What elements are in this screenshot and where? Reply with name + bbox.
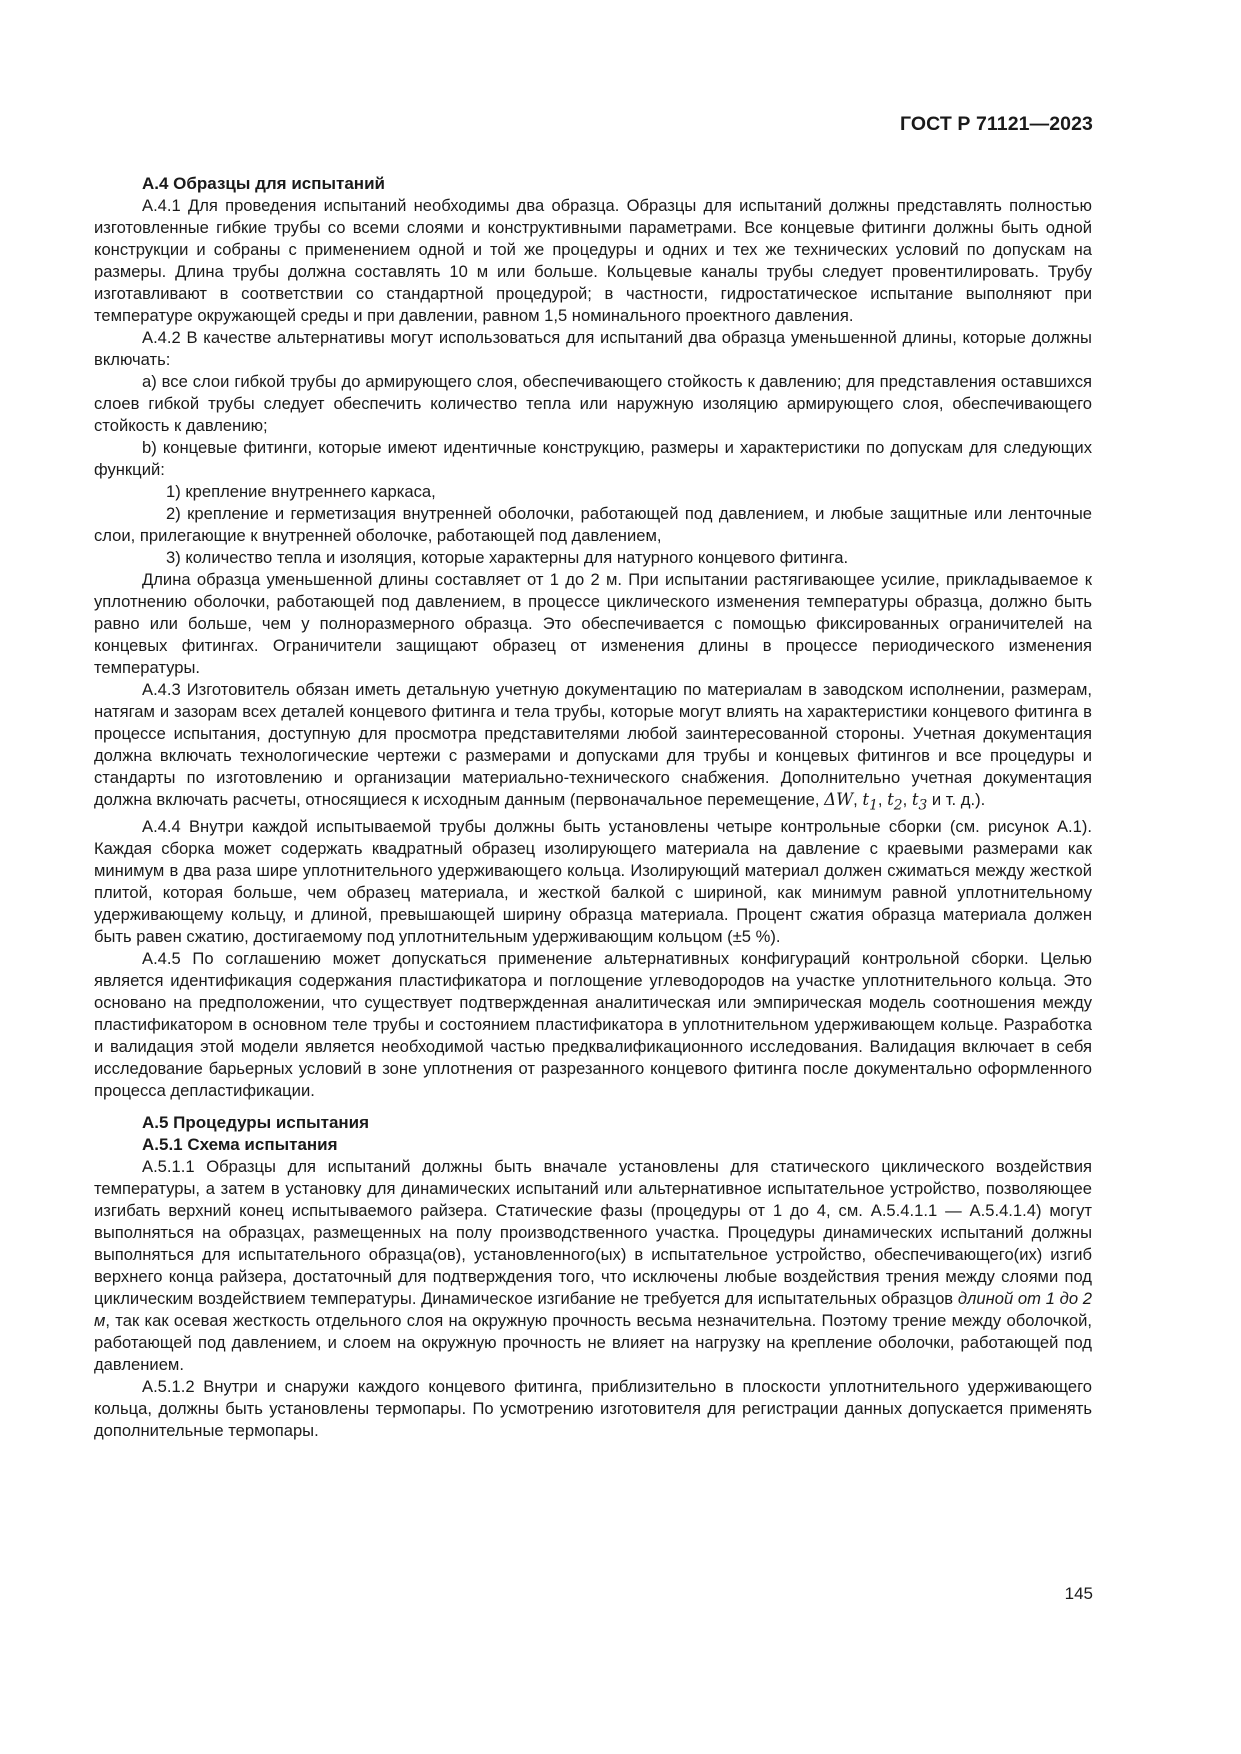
list-item-b: b) концевые фитинги, которые имеют идентичные конструкцию, размеры и характеристики по допускам для следующих функций:: [94, 438, 1092, 479]
section-a4-heading: А.4 Образцы для испытаний: [142, 174, 385, 193]
list-subitem-3: 3) количество тепла и изоляция, которые характерны для натурного концевого фитинга.: [166, 548, 849, 567]
paragraph-a4-3-tail: и т. д.).: [927, 790, 986, 809]
symbol-t3: $t_3$: [911, 790, 928, 814]
page-number: 145: [1064, 1584, 1093, 1603]
symbol-t2: $t_2$: [887, 790, 903, 814]
paragraph-a5-1-1-tail: , так как осевая жесткость отдельного слоя на окружную прочность весьма незначительна. Поэтому трение между оболочкой, работающей под давлением, и слоем на окружную прочность не влияет на нагрузку на крепление оболочки, работающей под давлением.: [94, 1311, 1092, 1375]
paragraph-a5-1-1-text: А.5.1.1 Образцы для испытаний должны быть вначале установлены для статического циклического воздействия температуры, а затем в установку для динамических испытаний или альтернативное испытательное устройство, позволяющее изгибать верхний конец испытываемого райзера. Статические фазы (процедуры от 1 до 4, см. А.5.4.1.1 — А.5.4.1.4) могут выполняться на образцах, размещенных на полу производственного участка. Процедуры динамических испытаний должны выполняться для испытательного образца(ов), установленного(ых) в испытательное устройство, обеспечивающего(их) изгиб верхнего конца райзера, достаточный для подтверждения того, что исключены любые воздействия трения между слоями под циклическим воздействием температуры. Динамическое изгибание не требуется для испытательных образцов: [94, 1157, 1092, 1309]
paragraph-a4-2: А.4.2 В качестве альтернативы могут использоваться для испытаний два образца уменьшенной длины, которые должны включать:: [94, 328, 1092, 369]
paragraph-a4-5: А.4.5 По соглашению может допускаться применение альтернативных конфигураций контрольной сборки. Целью является идентификация содержания пластификатора и поглощение углеводородов на участке уплотнительного кольца. Это основано на предположении, что существует подтвержденная аналитическая или эмпирическая модель соотношения между пластификатором в основном теле трубы и состоянием пластификатора в уплотнительном удерживающем кольце. Разработка и валидация этой модели является необходимой частью предквалификационного исследования. Валидация включает в себя исследование барьерных условий в зоне уплотнения от разрезанного концевого фитинга после документально оформленного процесса депластификации.: [94, 949, 1092, 1101]
document-body: [94, 171, 1092, 1442]
paragraph-a4-3: А.4.3 Изготовитель обязан иметь детальную учетную документацию по материалам в заводском исполнении, размерам, натягам и зазорам всех деталей концевого фитинга и тела трубы, которые могут влиять на характеристики концевого фитинга в процессе испытания, доступную для просмотра представителями любой заинтересованной стороны. Учетная документация должна включать технологические чертежи с размерами и допусками для трубы и концевых фитингов и все процедуры и стандарты по изготовлению и организации материально-технического снабжения. Дополнительно учетная документация должна включать расчеты, относящиеся к исходным данным (первоначальное перемещение, ΔW, $t_1$, $t_2$, $t_3$ и т. д.).: [94, 680, 1092, 814]
list-item-a: a) все слои гибкой трубы до армирующего слоя, обеспечивающего стойкость к давлению; для представления оставшихся слоев гибкой трубы следует обеспечить количество тепла или наружную изоляцию армирующего слоя, обеспечивающего стойкость к давлению;: [94, 372, 1092, 435]
paragraph-a5-1-1: [94, 1156, 1092, 1376]
symbol-t1: $t_1$: [862, 790, 878, 814]
paragraph-reduced-length: Длина образца уменьшенной длины составляет от 1 до 2 м. При испытании растягивающее усилие, прикладываемое к уплотнению оболочки, работающей под давлением, в процессе циклического изменения температуры образца, должно быть равно или больше, чем у полноразмерного образца. Это обеспечивается с помощью фиксированных ограничителей на концевых фитингах. Ограничители защищают образец от изменения длины в процессе периодического изменения температуры.: [94, 570, 1092, 677]
paragraph-a4-4: А.4.4 Внутри каждой испытываемой трубы должны быть установлены четыре контрольные сборки (см. рисунок А.1). Каждая сборка может содержать квадратный образец изолирующего материала на давление с краевыми размерами как минимум в два раза шире уплотнительного удерживающего кольца. Изолирующий материал должен сжиматься между жесткой плитой, которая больше, чем образец материала, и жесткой балкой с шириной, как минимум равной уплотнительному удерживающему кольцу, и длиной, превышающей ширину образца материала. Процент сжатия образца материала должен быть равен сжатию, достигаемому под уплотнительным удерживающим кольцом (±5 %).: [94, 817, 1092, 947]
list-subitem-2: 2) крепление и герметизация внутренней оболочки, работающей под давлением, и любые защитные или ленточные слои, прилегающие к внутренней оболочке, работающей под давлением,: [94, 504, 1092, 545]
paragraph-a4-3-text: А.4.3 Изготовитель обязан иметь детальную учетную документацию по материалам в заводском исполнении, размерам, натягам и зазорам всех деталей концевого фитинга и тела трубы, которые могут влиять на характеристики концевого фитинга в процессе испытания, доступную для просмотра представителями любой заинтересованной стороны. Учетная документация должна включать технологические чертежи с размерами и допусками для трубы и концевых фитингов и все процедуры и стандарты по изготовлению и организации материально-технического снабжения. Дополнительно учетная документация должна включать расчеты, относящиеся к исходным данным (первоначальное перемещение,: [94, 680, 1092, 809]
section-a5-heading: А.5 Процедуры испытания: [142, 1113, 370, 1133]
list-subitem-1: 1) крепление внутреннего каркаса,: [166, 482, 436, 501]
document-code-header: ГОСТ Р 71121—2023: [899, 113, 1093, 135]
symbol-delta-w: ΔW: [824, 790, 854, 809]
section-a5-1-heading: А.5.1 Схема испытания: [142, 1135, 338, 1155]
paragraph-a4-1: А.4.1 Для проведения испытаний необходимы два образца. Образцы для испытаний должны представлять полностью изготовленные гибкие трубы со всеми слоями и конструктивными параметрами. Все концевые фитинги должны быть одной конструкции и собраны с применением одной и той же процедуры и одних и тех же технических условий по допускам на размеры. Длина трубы должна составлять 10 м или больше. Кольцевые каналы трубы следует провентилировать. Трубу изготавливают в соответствии со стандартной процедурой; в частности, гидростатическое испытание выполняют при температуре окружающей среды и при давлении, равном 1,5 номинального проектного давления.: [94, 196, 1092, 325]
paragraph-a5-1-2: А.5.1.2 Внутри и снаружи каждого концевого фитинга, приблизительно в плоскости уплотнительного удерживающего кольца, должны быть установлены термопары. По усмотрению изготовителя для регистрации данных допускается применять дополнительные термопары.: [94, 1377, 1092, 1441]
paragraph-a5-1-1-emphasis: длиной от 1 до 2 м: [94, 1289, 1092, 1331]
